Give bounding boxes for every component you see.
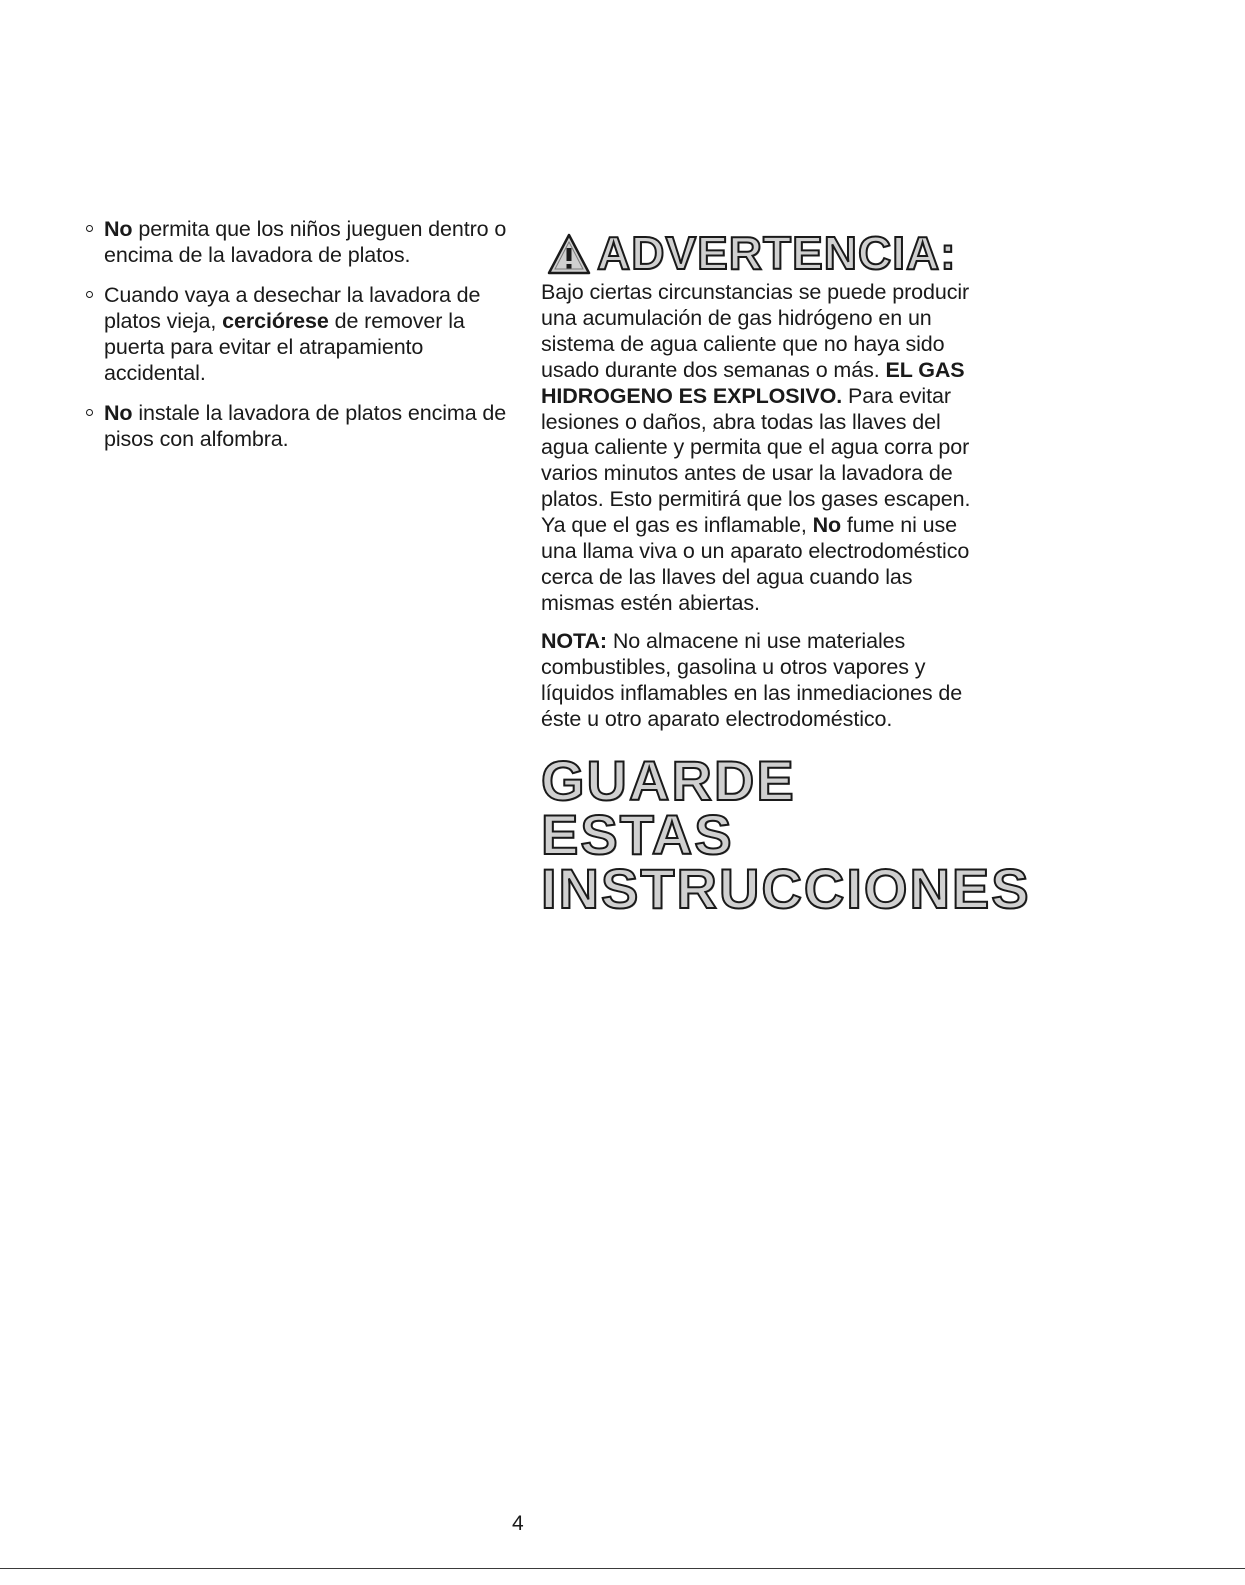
warning-text-b: Para evitar lesiones o daños, abra todas las llaves del agua caliente y permita que el agua corra por varios minutos antes de usar la lavadora de platos. Esto permitirá que los gases escapen. Ya que el gas es inflamable, <box>541 383 971 538</box>
nota-paragraph <box>541 629 991 733</box>
bullet-dot-icon <box>86 409 93 416</box>
bullet-bold-text: No <box>104 217 133 241</box>
bottom-divider <box>0 1568 1245 1569</box>
bullet-item-children <box>86 216 526 268</box>
warning-section <box>541 222 1031 921</box>
bullet-bold-text: No <box>104 401 133 425</box>
warning-title: ADVERTENCIA: <box>597 227 957 279</box>
nota-label: NOTA: <box>541 628 607 653</box>
save-heading-line-2: INSTRUCCIONES <box>541 857 1031 921</box>
bullet-dot-icon <box>86 291 93 298</box>
bullet-item-carpet <box>86 400 526 452</box>
bullet-text: instale la lavadora de platos encima de pisos con alfombra. <box>104 401 507 451</box>
safety-bullet-list <box>86 216 526 466</box>
warning-explosive-text: EL GAS HIDROGENO ES EXPLOSIVO. <box>541 357 965 408</box>
bullet-dot-icon <box>86 225 93 232</box>
bullet-bold-text: cerciórese <box>222 309 329 333</box>
bullet-text: permita que los niños jueguen dentro o encima de la lavadora de platos. <box>104 217 507 267</box>
bullet-text: de remover la puerta para evitar el atrapamiento accidental. <box>104 309 465 385</box>
save-instructions-heading <box>541 749 1031 921</box>
bullet-item-disposal <box>86 282 526 386</box>
warning-triangle-icon <box>547 232 591 276</box>
save-heading-line-1: GUARDE ESTAS <box>541 749 796 867</box>
nota-text: No almacene ni use materiales combustibles, gasolina u otros vapores y líquidos inflamables en las inmediaciones de éste u otro aparato electrodoméstico. <box>541 628 963 731</box>
warning-paragraph <box>541 280 991 617</box>
warning-text-a: Bajo ciertas circunstancias se puede producir una acumulación de gas hidrógeno en un sistema de agua caliente que no haya sido usado durante dos semanas o más. <box>541 280 970 382</box>
warning-text-c: fume ni use una llama viva o un aparato electrodoméstico cerca de las llaves del agua cuando las mismas estén abiertas. <box>541 513 970 615</box>
bullet-pre-text: Cuando vaya a desechar la lavadora de platos vieja, <box>104 283 481 333</box>
page-number: 4 <box>512 1512 524 1535</box>
warning-heading <box>541 222 991 279</box>
warning-no-text: No <box>812 513 842 538</box>
